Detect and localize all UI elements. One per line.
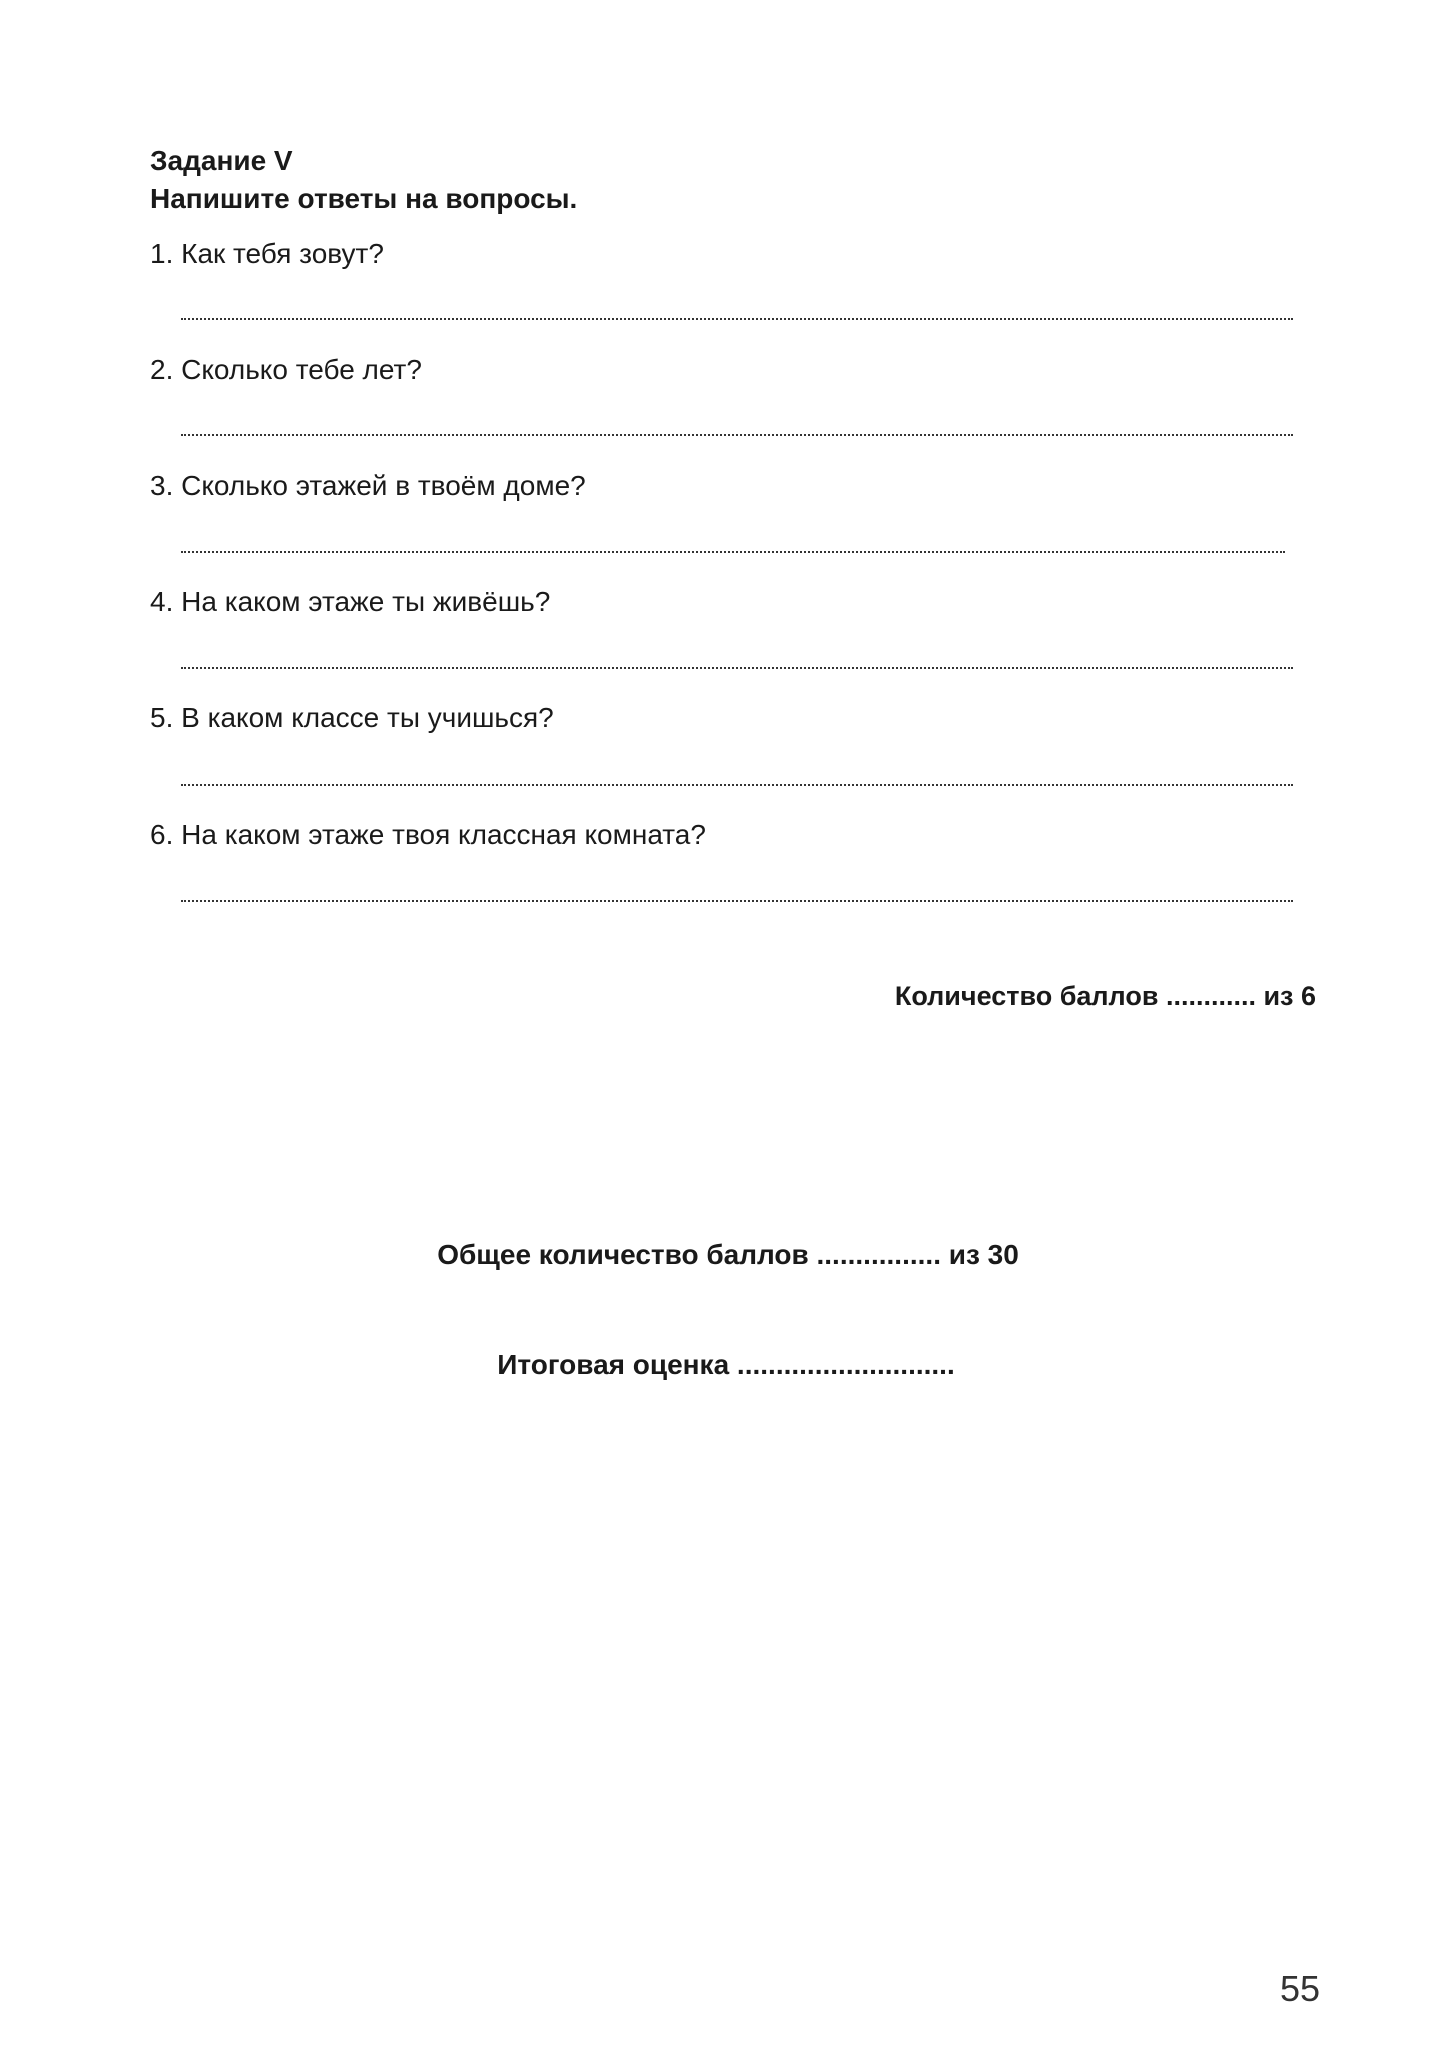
question-5: 5. В каком классе ты учишься? [150,702,554,733]
question-2: 2. Сколько тебе лет? [150,354,422,385]
final-grade: Итоговая оценка ............................ [497,1349,955,1380]
task-score: Количество баллов ............ из 6 [894,981,1316,1011]
task-instruction: Напишите ответы на вопросы. [150,183,578,214]
answer-line-5[interactable] [181,784,1293,786]
answer-line-6[interactable] [181,900,1293,902]
question-6: 6. На каком этаже твоя классная комната? [150,819,706,850]
page-number: 55 [1279,1968,1320,2009]
answer-line-4[interactable] [181,667,1293,669]
answer-line-1[interactable] [181,318,1293,320]
answer-line-2[interactable] [181,434,1293,436]
question-1: 1. Как тебя зовут? [150,238,384,269]
answer-line-3[interactable] [181,551,1285,553]
question-4: 4. На каком этаже ты живёшь? [150,586,551,617]
task-title: Задание V [150,145,293,176]
total-score: Общее количество баллов ................ из 30 [437,1239,1019,1270]
question-3: 3. Сколько этажей в твоём доме? [150,470,586,501]
